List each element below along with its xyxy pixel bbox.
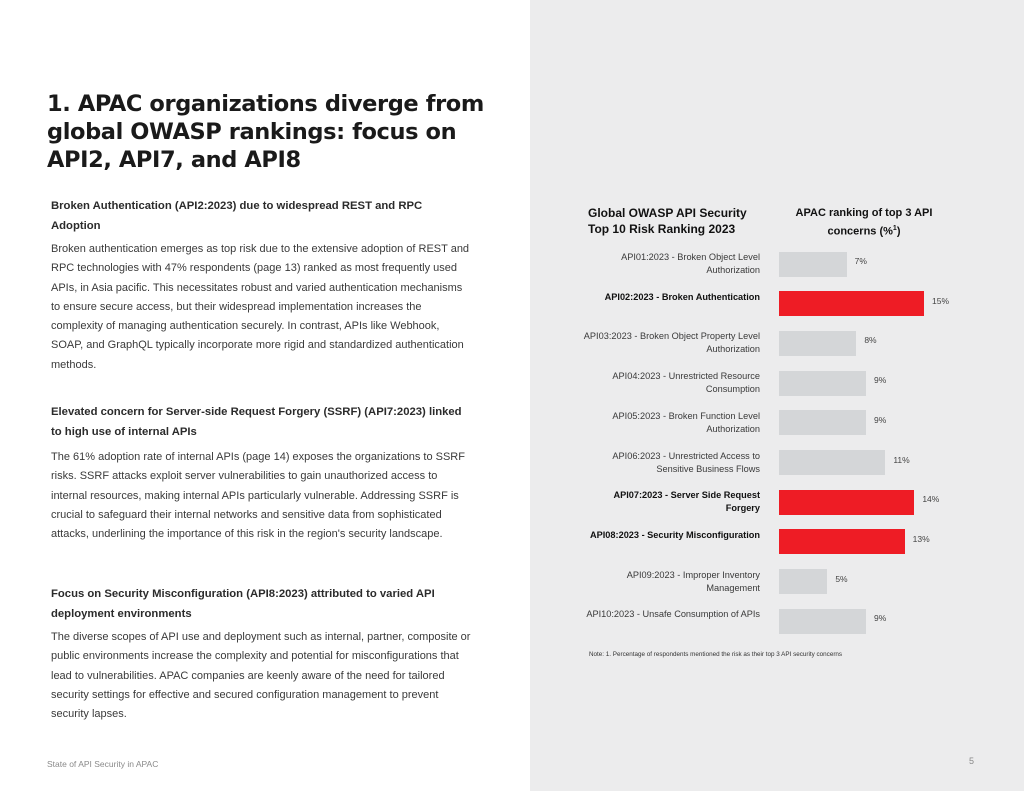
bar-value-label: 11% <box>893 454 910 465</box>
page-title: 1. APAC organizations diverge from global OWASP rankings: focus on API2, API7, and API8 <box>47 91 484 173</box>
bar <box>779 331 856 356</box>
section-body-api8: The diverse scopes of API use and deployment such as internal, partner, composite or public environments increase the complexity and potential for misconfigurations that lead to vulnerabilities. APAC companies are keenly aware of the need for tailored security settings for effective and secured configuration management to prevent security lapses. <box>51 631 471 721</box>
bar-label: API05:2023 - Broken Function Level Authorization <box>612 410 760 434</box>
bar-label: API03:2023 - Broken Object Property Level Authorization <box>583 331 760 355</box>
page-number: 5 <box>969 756 975 766</box>
chart-title-apac-text: APAC ranking of top 3 API concerns (% <box>795 207 933 238</box>
bar-label: API01:2023 - Broken Object Level Authorization <box>621 252 760 275</box>
bar <box>779 410 866 435</box>
bar <box>779 371 866 396</box>
bar-value-label: 15% <box>932 295 950 306</box>
bar-value-label: 13% <box>912 533 930 544</box>
footnote-marker: 1 <box>892 225 897 232</box>
section-body-api2: Broken authentication emerges as top risk due to the extensive adoption of REST and RPC technologies with 47% respondents (page 13) ranked as most frequently used APIs, in Asia pacific. This necessitates robust and varied authentication mechanisms to ensure secure access, but their widespread implementation increases the complexity of managing authentication securely. In contrast, APIs like Webhook, SOAP, and GraphQL typically incorporate more rigid and standardized authentication methods. <box>51 243 470 371</box>
footer-source: State of API Security in APAC <box>47 759 159 769</box>
bar-label: API02:2023 - Broken Authentication <box>604 291 760 302</box>
bar-label: API10:2023 - Unsafe Consumption of APIs <box>586 609 760 620</box>
section-heading-api2: Broken Authentication (API2:2023) due to widespread REST and RPC Adoption <box>51 200 423 232</box>
chart-title-global-ranking: Global OWASP API Security Top 10 Risk Ranking 2023 <box>588 206 747 236</box>
bar-value-label: 7% <box>854 256 867 266</box>
bar <box>779 609 866 634</box>
section-body-api7: The 61% adoption rate of internal APIs (page 14) exposes the organizations to SSRF risks. SSRF attacks exploit server vulnerabilities to gain unauthorized access to internal resources, making internal APIs particularly vulnerable. Addressing SSRF is crucial to safeguard their internal networks and sensitive data from sophisticated attacks, underlining the importance of this risk in the region's security landscape. <box>51 451 465 541</box>
bar <box>779 529 905 554</box>
bar-label: API06:2023 - Unrestricted Access to Sensitive Business Flows <box>612 450 760 474</box>
bar <box>779 490 914 515</box>
bar-value-label: 9% <box>874 613 887 624</box>
bar-value-label: 14% <box>922 494 940 505</box>
bar <box>779 291 924 316</box>
bar <box>779 450 885 475</box>
chart-title-apac-ranking <box>784 205 944 240</box>
bar <box>779 569 827 594</box>
bar-value-label: 9% <box>874 375 887 386</box>
bar-label: API04:2023 - Unrestricted Resource Consumption <box>612 371 760 395</box>
section-heading-api8: Focus on Security Misconfiguration (API8:2023) attributed to varied API deployment environments <box>51 588 435 620</box>
bar-value-label: 5% <box>835 573 848 584</box>
bar-label: API09:2023 - Improper Inventory Management <box>626 569 760 593</box>
bar <box>779 252 847 277</box>
section-heading-api7: Elevated concern for Server-side Request Forgery (SSRF) (API7:2023) linked to high use of internal APIs <box>51 406 462 438</box>
chart-title-apac-close: ) <box>896 225 901 238</box>
bar-label: API07:2023 - Server Side Request Forgery <box>613 490 760 514</box>
bar-value-label: 9% <box>874 414 887 425</box>
chart-note: Note: 1. Percentage of respondents mentioned the risk as their top 3 API security concerns <box>589 651 843 658</box>
bar-label: API08:2023 - Security Misconfiguration <box>589 529 760 540</box>
bar-value-label: 8% <box>864 335 877 346</box>
